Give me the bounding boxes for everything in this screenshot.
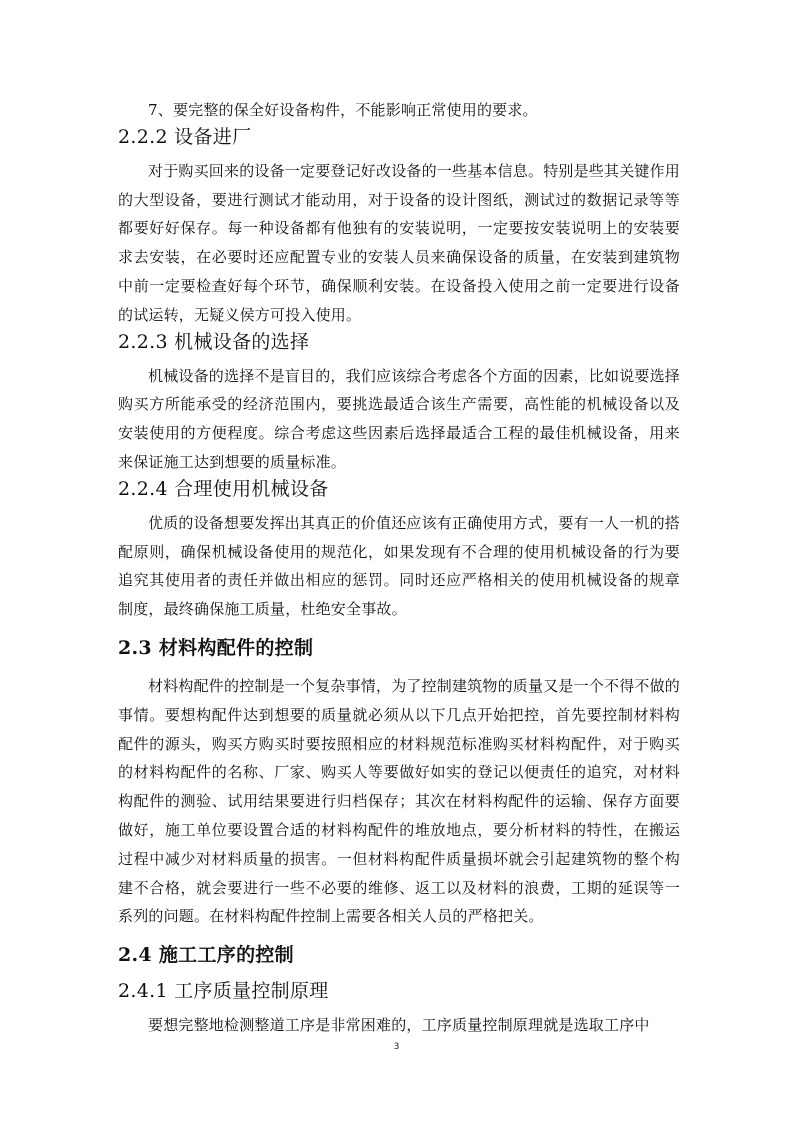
heading-2-2-3: 2.2.3 机械设备的选择	[118, 330, 310, 353]
paragraph-process-quality: 要想完整地检测整道工序是非常困难的，工序质量控制原理就是选取工序中	[148, 1016, 650, 1035]
heading-2-4-1: 2.4.1 工序质量控制原理	[118, 980, 329, 1003]
heading-2-3: 2.3 材料构配件的控制	[118, 636, 314, 659]
section-gap	[118, 931, 680, 943]
page-number: 3	[393, 1042, 400, 1052]
heading-2-4: 2.4 施工工序的控制	[118, 944, 294, 967]
paragraph-machine-selection: 机械设备的选择不是盲目的，我们应该综合考虑各个方面的因素，比如说要选择购买方所能承受的经济范围内，要挑选最适合该生产需要，高性能的机械设备以及安装使用的方便程度。综合考虑这些因素后选择最适合工程的最佳机械设备，用来来保证施工达到想要的质量标准。	[118, 366, 681, 471]
page-content	[118, 96, 680, 1040]
paragraph-item-7: 7、要完整的保全好设备构件，不能影响正常使用的要求。	[148, 101, 538, 119]
paragraph-equipment-entry: 对于购买回来的设备一定要登记好改设备的一些基本信息。特别是些其关键作用的大型设备，要进行测试才能动用，对于设备的设计图纸，测试过的数据记录等等都要好好保存。每一种设备都有他独有的安装说明，一定要按安装说明上的安装要求去安装，在必要时还应配置专业的安装人员来确保设备的质量，在安装到建筑物中前一定要检查好每个环节，确保顺利安装。在设备投入使用之前一定要进行设备的试运转，无疑义侯方可投入使用。	[118, 161, 681, 324]
heading-2-2-4: 2.2.4 合理使用机械设备	[118, 477, 329, 500]
paragraph-machine-usage: 优质的设备想要发挥出其真正的价值还应该有正确使用方式，要有一人一机的搭配原则，确保机械设备使用的规范化，如果发现有不合理的使用机械设备的行为要追究其使用者的责任并做出相应的惩罚。同时还应严格相关的使用机械设备的规章制度，最终确保施工质量，杜绝安全事故。	[118, 513, 681, 619]
section-gap	[118, 624, 680, 636]
paragraph-material-control: 材料构配件的控制是一个复杂事情，为了控制建筑物的质量又是一个不得不做的事情。要想构配件达到想要的质量就必须从以下几点开始把控，首先要控制材料构配件的源头，购买方购买时要按照相应的材料规范标准购买材料构配件，对于购买的材料构配件的名称、厂家、购买人等要做好如实的登记以便责任的追究，对材料构配件的测验、试用结果要进行归档保存；其次在材料构配件的运输、保存方面要做好，施工单位要设置合适的材料构配件的堆放地点，要分析材料的特性，在搬运过程中减少对材料质量的损害。一但材料构配件质量损坏就会引起建筑物的整个构建不合格，就会要进行一些不必要的维修、返工以及材料的浪费，工期的延误等一系列的问题。在材料构配件控制上需要各相关人员的严格把关。	[118, 676, 681, 926]
heading-2-2-2: 2.2.2 设备进厂	[118, 125, 252, 148]
